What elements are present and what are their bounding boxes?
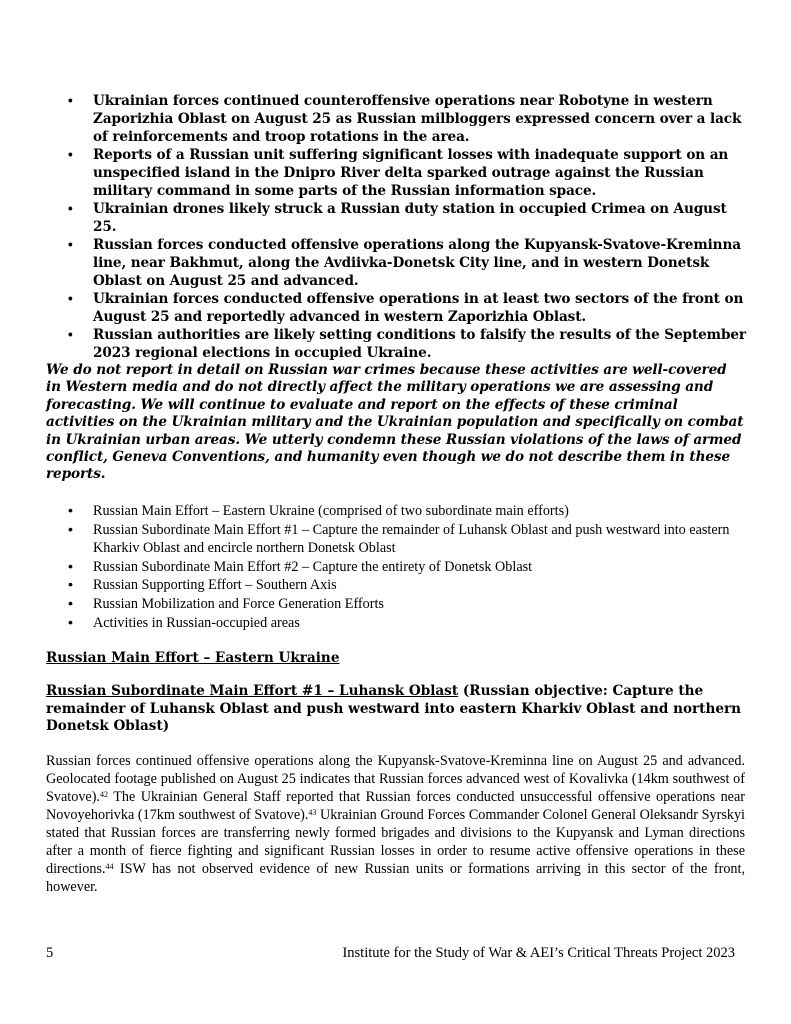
key-takeaway-text: Ukrainian forces conducted offensive operations in at least two sectors of the front on August 25 and reportedly advanced in western Zaporizhia Oblast.	[93, 291, 744, 325]
bullet-icon: •	[68, 614, 73, 631]
bullet-icon: •	[68, 327, 73, 342]
effort-outline-list	[46, 502, 746, 632]
footnote-ref[interactable]: 44	[105, 862, 114, 871]
bullet-icon: •	[68, 93, 73, 108]
effort-item	[46, 521, 746, 558]
footer-publisher: Institute for the Study of War & AEI’s Critical Threats Project 2023	[342, 945, 735, 961]
subsection-objective: (Russian objective: Capture the remainder of Luhansk Oblast and push westward into eastern Kharkiv Oblast and northern Donetsk Oblast)	[46, 683, 742, 734]
footnote-ref[interactable]: 43	[308, 808, 317, 817]
body-paragraph	[46, 752, 745, 896]
bullet-icon: •	[68, 503, 73, 519]
bullet-icon: •	[68, 595, 73, 612]
key-takeaway-text: Ukrainian drones likely struck a Russian duty station in occupied Crimea on August 25.	[93, 201, 727, 235]
key-takeaway-text: Ukrainian forces continued counteroffensive operations near Robotyne in western Zaporizhia Oblast on August 25 as Russian milbloggers expressed concern over a lack of reinforcements and troop rotations in the area.	[93, 93, 742, 145]
effort-item-text: Russian Subordinate Main Effort #1 – Capture the remainder of Luhansk Oblast and push westward into eastern Kharkiv Oblast and encircle northern Donetsk Oblast	[93, 521, 730, 557]
footnote-ref[interactable]: 42	[99, 790, 108, 799]
effort-item	[46, 576, 746, 595]
body-sentence: The Ukrainian General Staff reported that Russian forces conducted unsuccessful offensive operations near Novoyehorivka (17km southwest of Svatove).	[46, 789, 745, 823]
effort-item	[46, 614, 746, 633]
key-takeaway-text: Russian forces conducted offensive operations along the Kupyansk-Svatove-Kreminna line, near Bakhmut, along the Avdiivka-Donetsk City line, and in western Donetsk Oblast on August 25 and advanced.	[93, 237, 741, 289]
war-crimes-disclaimer: We do not report in detail on Russian war crimes because these activities are well-covered in Western media and do not directly affect the military operations we are assessing and forecasting. We will continue to evaluate and report on the effects of these criminal activities on the Ukrainian military and the Ukrainian population and specifically on combat in Ukrainian urban areas. We utterly condemn these Russian violations of the laws of armed conflict, Geneva Conventions, and humanity even though we do not describe them in these reports.	[46, 362, 744, 483]
footer-page-number: 5	[46, 945, 54, 961]
key-takeaway-item	[46, 326, 746, 362]
section-heading: Russian Main Effort – Eastern Ukraine	[46, 650, 340, 666]
body-sentence: Russian forces continued offensive operations along the Kupyansk-Svatove-Kreminna line on August 25 and advanced. Geolocated footage published on August 25 indicates that Russian forces advanced west of Kovalivka (14km southwest of Svatove).	[46, 753, 745, 805]
bullet-icon: •	[68, 237, 73, 252]
effort-item	[46, 558, 746, 577]
effort-item	[46, 502, 746, 521]
effort-item-text: Russian Supporting Effort – Southern Axis	[93, 577, 337, 594]
key-takeaway-item	[46, 92, 746, 146]
effort-item-text: Russian Main Effort – Eastern Ukraine (comprised of two subordinate main efforts)	[93, 503, 569, 519]
bullet-icon: •	[68, 147, 73, 162]
bullet-icon: •	[68, 577, 73, 594]
bullet-icon: •	[68, 521, 73, 538]
body-sentence: ISW has not observed evidence of new Russian units or formations arriving in this sector of the front, however.	[46, 861, 745, 895]
bullet-icon: •	[68, 558, 73, 575]
bullet-icon: •	[68, 291, 73, 306]
key-takeaway-item	[46, 236, 746, 290]
bullet-icon: •	[68, 201, 73, 216]
key-takeaway-text: Reports of a Russian unit suffering significant losses with inadequate support on an unspecified island in the Dnipro River delta sparked outrage against the Russian military command in some parts of the Russian information space.	[93, 147, 729, 199]
subsection-heading	[46, 683, 746, 736]
key-takeaway-text: Russian authorities are likely setting conditions to falsify the results of the September 2023 regional elections in occupied Ukraine.	[93, 327, 746, 361]
effort-item-text: Russian Subordinate Main Effort #2 – Capture the entirety of Donetsk Oblast	[93, 558, 533, 575]
key-takeaway-item	[46, 200, 746, 236]
effort-item-text: Russian Mobilization and Force Generation Efforts	[93, 595, 384, 612]
subsection-title: Russian Subordinate Main Effort #1 – Luhansk Oblast	[46, 683, 459, 699]
effort-item-text: Activities in Russian-occupied areas	[93, 614, 300, 631]
body-sentence: Ukrainian Ground Forces Commander Colonel General Oleksandr Syrskyi stated that Russian forces are transferring newly formed brigades and divisions to the Kupyansk and Lyman directions after a month of fierce fighting and significant Russian losses in order to resume active offensive operations in these directions.	[46, 807, 745, 877]
key-takeaway-item	[46, 146, 746, 200]
effort-item	[46, 595, 746, 614]
key-takeaways-list	[46, 92, 746, 362]
key-takeaway-item	[46, 290, 746, 326]
